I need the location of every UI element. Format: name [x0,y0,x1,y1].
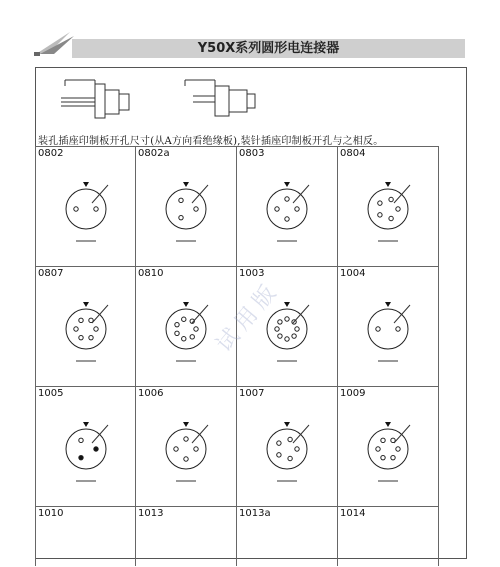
cutout-cell [35,506,136,566]
page-title: Y50X系列圆形电连接器 [197,41,340,56]
cutout-diagram [338,387,439,507]
cutout-cell [136,386,237,506]
cutout-code: 1010 [38,508,64,519]
cutout-cell [136,506,237,566]
cutout-code: 1005 [38,388,64,399]
cutout-code: 1003 [239,268,265,279]
cutout-cell [237,146,338,266]
cutout-code: 1013 [138,508,164,519]
connector-drawings [55,72,275,134]
cutout-cell [35,386,136,506]
cutout-cell [136,146,237,266]
cutout-code: 0804 [340,148,366,159]
cutout-cell [338,146,439,266]
cutout-code: 1006 [138,388,164,399]
cutout-diagram [136,387,237,507]
cutout-code: 1013a [239,508,271,519]
cutout-code: 1007 [239,388,265,399]
cutout-diagram [36,267,137,387]
cutout-cell [338,506,439,566]
cutout-cell [237,386,338,506]
cutout-cell [35,266,136,386]
cutout-code: 1014 [340,508,366,519]
cutout-diagram [338,267,439,387]
cutout-diagram [136,147,237,267]
cutout-code: 0802 [38,148,64,159]
cutout-code: 0810 [138,268,164,279]
watermark: 试用版 [211,276,286,358]
cutout-diagram [338,147,439,267]
cutout-cell [338,266,439,386]
cutout-code: 1009 [340,388,366,399]
cutout-diagram [36,387,137,507]
cutout-code: 0802a [138,148,170,159]
cutout-cell [338,386,439,506]
mounting-note: 装孔插座印制板开孔尺寸(从A方向看绝缘板),装针插座印制板开孔与之相反。 [38,136,384,147]
cutout-diagram [237,387,338,507]
cutout-code: 1004 [340,268,366,279]
cutout-diagram [237,147,338,267]
logo-icon [30,28,76,58]
cutout-code: 0807 [38,268,64,279]
cutout-code: 0803 [239,148,265,159]
cutout-cell [237,506,338,566]
cutout-cell [35,146,136,266]
cutout-diagram [36,147,137,267]
